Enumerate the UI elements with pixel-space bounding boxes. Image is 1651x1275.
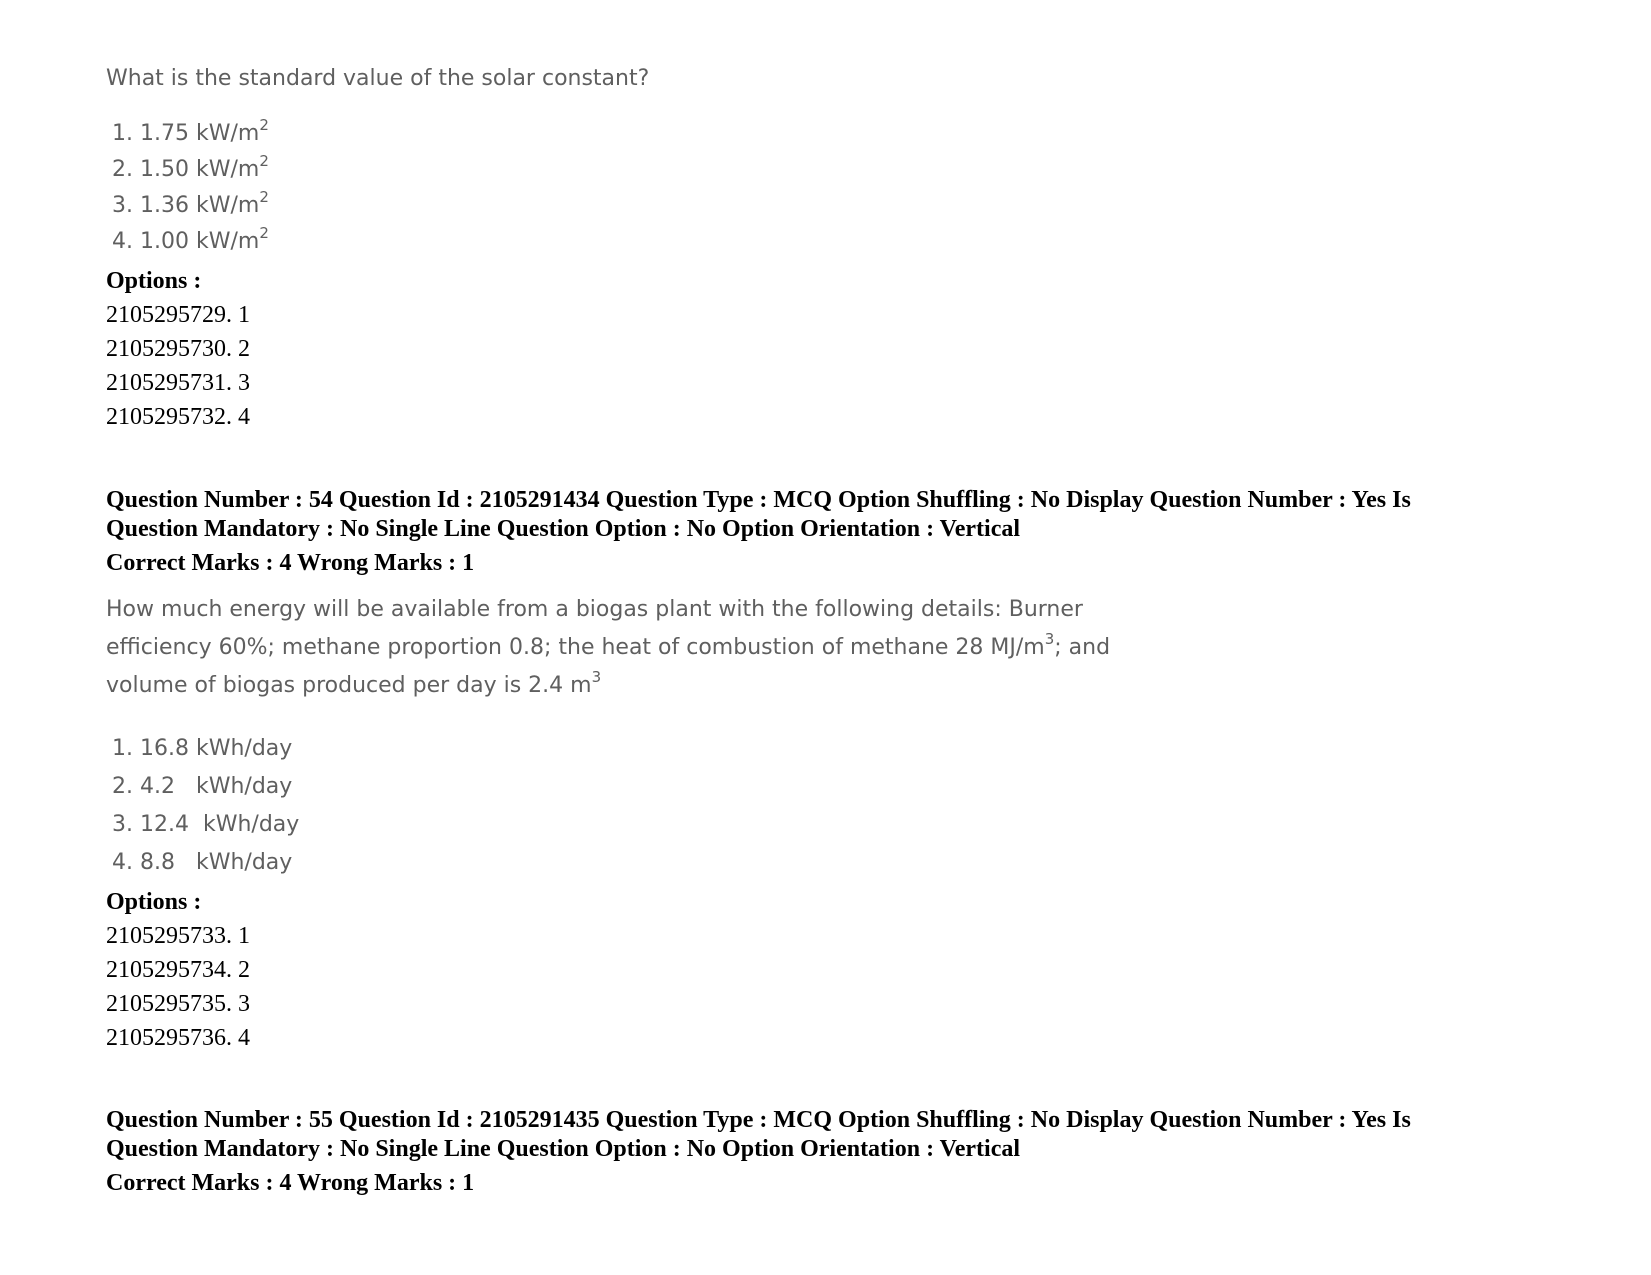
question-header: Question Number : 55 Question Id : 2105291435 Question Type : MCQ Option Shuffling : No Display Question Number : Yes Is bbox=[106, 1107, 1411, 1133]
choice-value: 1.50 kW/m bbox=[140, 157, 260, 182]
answer-choice bbox=[112, 223, 269, 257]
choice-value: 1.36 kW/m bbox=[140, 193, 260, 218]
answer-choice bbox=[112, 848, 292, 878]
option-id: 2105295735. 3 bbox=[106, 991, 250, 1017]
choice-value: 16.8 kWh/day bbox=[140, 736, 293, 761]
question-text-part: efficiency 60%; methane proportion 0.8; the heat of combustion of methane 28 MJ/m bbox=[106, 635, 1045, 660]
question-text bbox=[106, 667, 601, 705]
answer-choice bbox=[112, 187, 269, 221]
marks-line: Correct Marks : 4 Wrong Marks : 1 bbox=[106, 550, 475, 576]
choice-number: 1. bbox=[112, 121, 133, 146]
answer-choice bbox=[112, 151, 269, 185]
question-header: Question Number : 54 Question Id : 2105291434 Question Type : MCQ Option Shuffling : No Display Question Number : Yes Is bbox=[106, 487, 1411, 513]
choice-superscript: 2 bbox=[259, 115, 269, 134]
options-label: Options : bbox=[106, 889, 202, 915]
choice-value: 1.75 kW/m bbox=[140, 121, 260, 146]
choice-number: 3. bbox=[112, 812, 133, 837]
answer-choice bbox=[112, 772, 292, 802]
answer-choice bbox=[112, 115, 269, 149]
marks-line: Correct Marks : 4 Wrong Marks : 1 bbox=[106, 1170, 475, 1196]
option-id: 2105295734. 2 bbox=[106, 957, 250, 983]
choice-superscript: 2 bbox=[259, 151, 269, 170]
answer-choice bbox=[112, 810, 299, 840]
choice-number: 2. bbox=[112, 157, 133, 182]
superscript: 3 bbox=[591, 667, 602, 686]
choice-number: 2. bbox=[112, 774, 133, 799]
option-id: 2105295731. 3 bbox=[106, 370, 250, 396]
options-label: Options : bbox=[106, 268, 202, 294]
option-id: 2105295733. 1 bbox=[106, 923, 250, 949]
question-text-part: volume of biogas produced per day is 2.4 m bbox=[106, 673, 592, 698]
choice-number: 4. bbox=[112, 850, 133, 875]
choice-number: 4. bbox=[112, 229, 133, 254]
question-text bbox=[106, 629, 1110, 667]
option-id: 2105295732. 4 bbox=[106, 404, 250, 430]
option-id: 2105295730. 2 bbox=[106, 336, 250, 362]
question-header: Question Mandatory : No Single Line Question Option : No Option Orientation : Vertical bbox=[106, 1136, 1021, 1162]
choice-value: 4.2 kWh/day bbox=[140, 774, 293, 799]
option-id: 2105295736. 4 bbox=[106, 1025, 250, 1051]
choice-value: 1.00 kW/m bbox=[140, 229, 260, 254]
choice-superscript: 2 bbox=[259, 187, 269, 206]
question-text-part: ; and bbox=[1054, 635, 1111, 660]
choice-value: 12.4 kWh/day bbox=[140, 812, 300, 837]
choice-superscript: 2 bbox=[259, 223, 269, 242]
question-text: What is the standard value of the solar constant? bbox=[106, 66, 650, 91]
choice-number: 1. bbox=[112, 736, 133, 761]
option-id: 2105295729. 1 bbox=[106, 302, 250, 328]
question-text: How much energy will be available from a biogas plant with the following details: Burner bbox=[106, 597, 1083, 622]
choice-value: 8.8 kWh/day bbox=[140, 850, 293, 875]
superscript: 3 bbox=[1044, 629, 1055, 648]
answer-choice bbox=[112, 734, 292, 764]
question-header: Question Mandatory : No Single Line Question Option : No Option Orientation : Vertical bbox=[106, 516, 1021, 542]
choice-number: 3. bbox=[112, 193, 133, 218]
